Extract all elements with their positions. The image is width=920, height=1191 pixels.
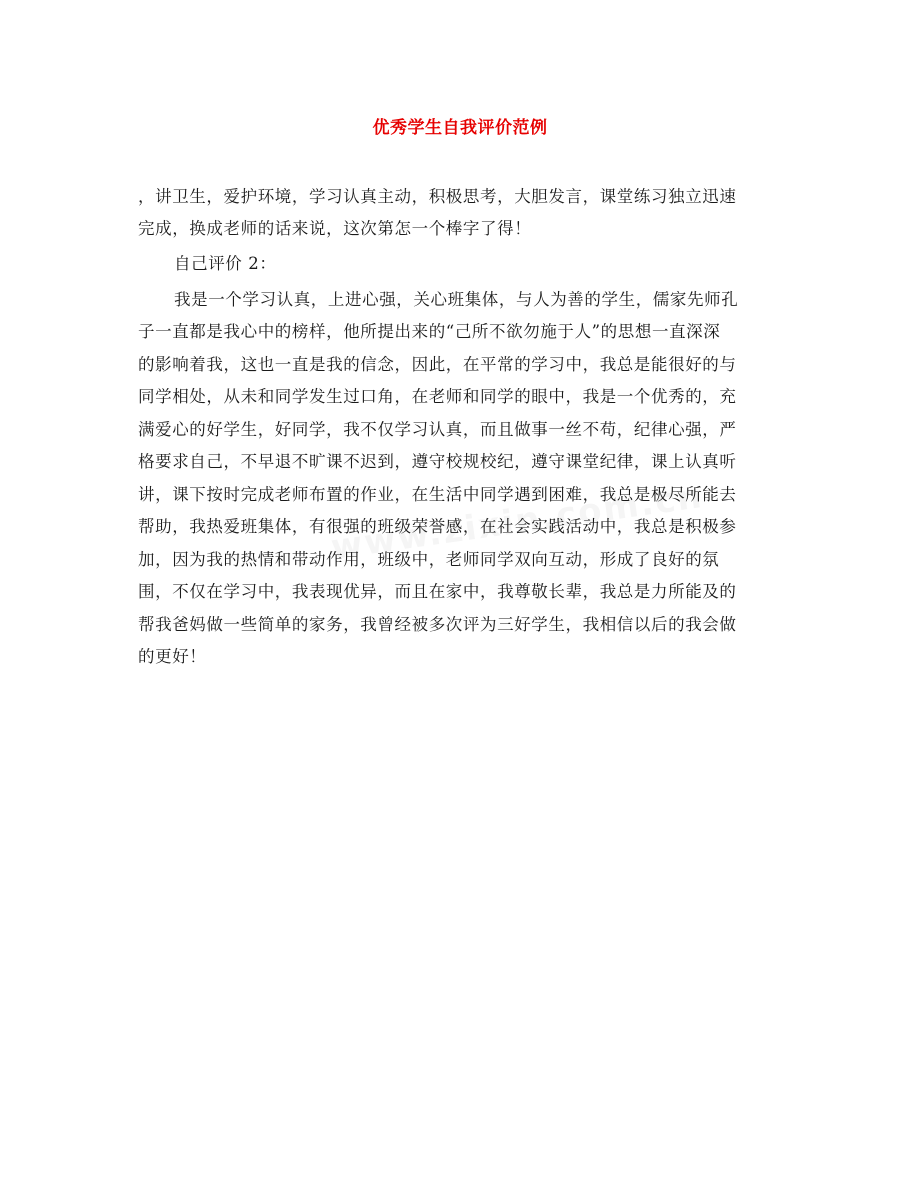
paragraph-line: 的更好！: [138, 647, 207, 666]
paragraph-line: 满爱心的好学生，好同学，我不仅学习认真，而且做事一丝不苟，纪律心强，严: [138, 420, 737, 439]
paragraph-line: 子一直都是我心中的榜样，他所提出来的“己所不欲勿施于人”的思想一直深深: [138, 322, 721, 341]
paragraph-line: 讲，课下按时完成老师布置的作业，在生活中同学遇到困难，我总是极尽所能去: [138, 485, 737, 504]
paragraph-line: ，讲卫生，爱护环境，学习认真主动，积极思考，大胆发言，课堂练习独立迅速: [138, 187, 737, 206]
document-title: 优秀学生自我评价范例: [372, 118, 548, 138]
paragraph-line: 围，不仅在学习中，我表现优异，而且在家中，我尊敬长辈，我总是力所能及的: [138, 582, 737, 601]
paragraph-line: 格要求自己，不早退不旷课不迟到，遵守校规校纪，遵守课堂纪律，课上认真听: [138, 452, 737, 471]
paragraph-line: 帮我爸妈做一些简单的家务，我曾经被多次评为三好学生，我相信以后的我会做: [138, 615, 737, 634]
section-heading: 自己评价 2：: [174, 254, 277, 273]
paragraph-line: 完成，换成老师的话来说，这次第怎一个棒字了得！: [138, 219, 532, 238]
paragraph-line: 我是一个学习认真，上进心强，关心班集体，与人为善的学生，儒家先师孔: [174, 290, 739, 309]
paragraph-line: 帮助，我热爱班集体，有很强的班级荣誉感，在社会实践活动中，我总是积极参: [138, 517, 737, 536]
paragraph-line: 同学相处，从未和同学发生过口角，在老师和同学的眼中，我是一个优秀的，充: [138, 387, 737, 406]
paragraph-line: 的影响着我，这也一直是我的信念，因此，在平常的学习中，我总是能很好的与: [138, 355, 737, 374]
paragraph-line: 加，因为我的热情和带动作用，班级中，老师同学双向互动，形成了良好的氛: [138, 550, 720, 569]
